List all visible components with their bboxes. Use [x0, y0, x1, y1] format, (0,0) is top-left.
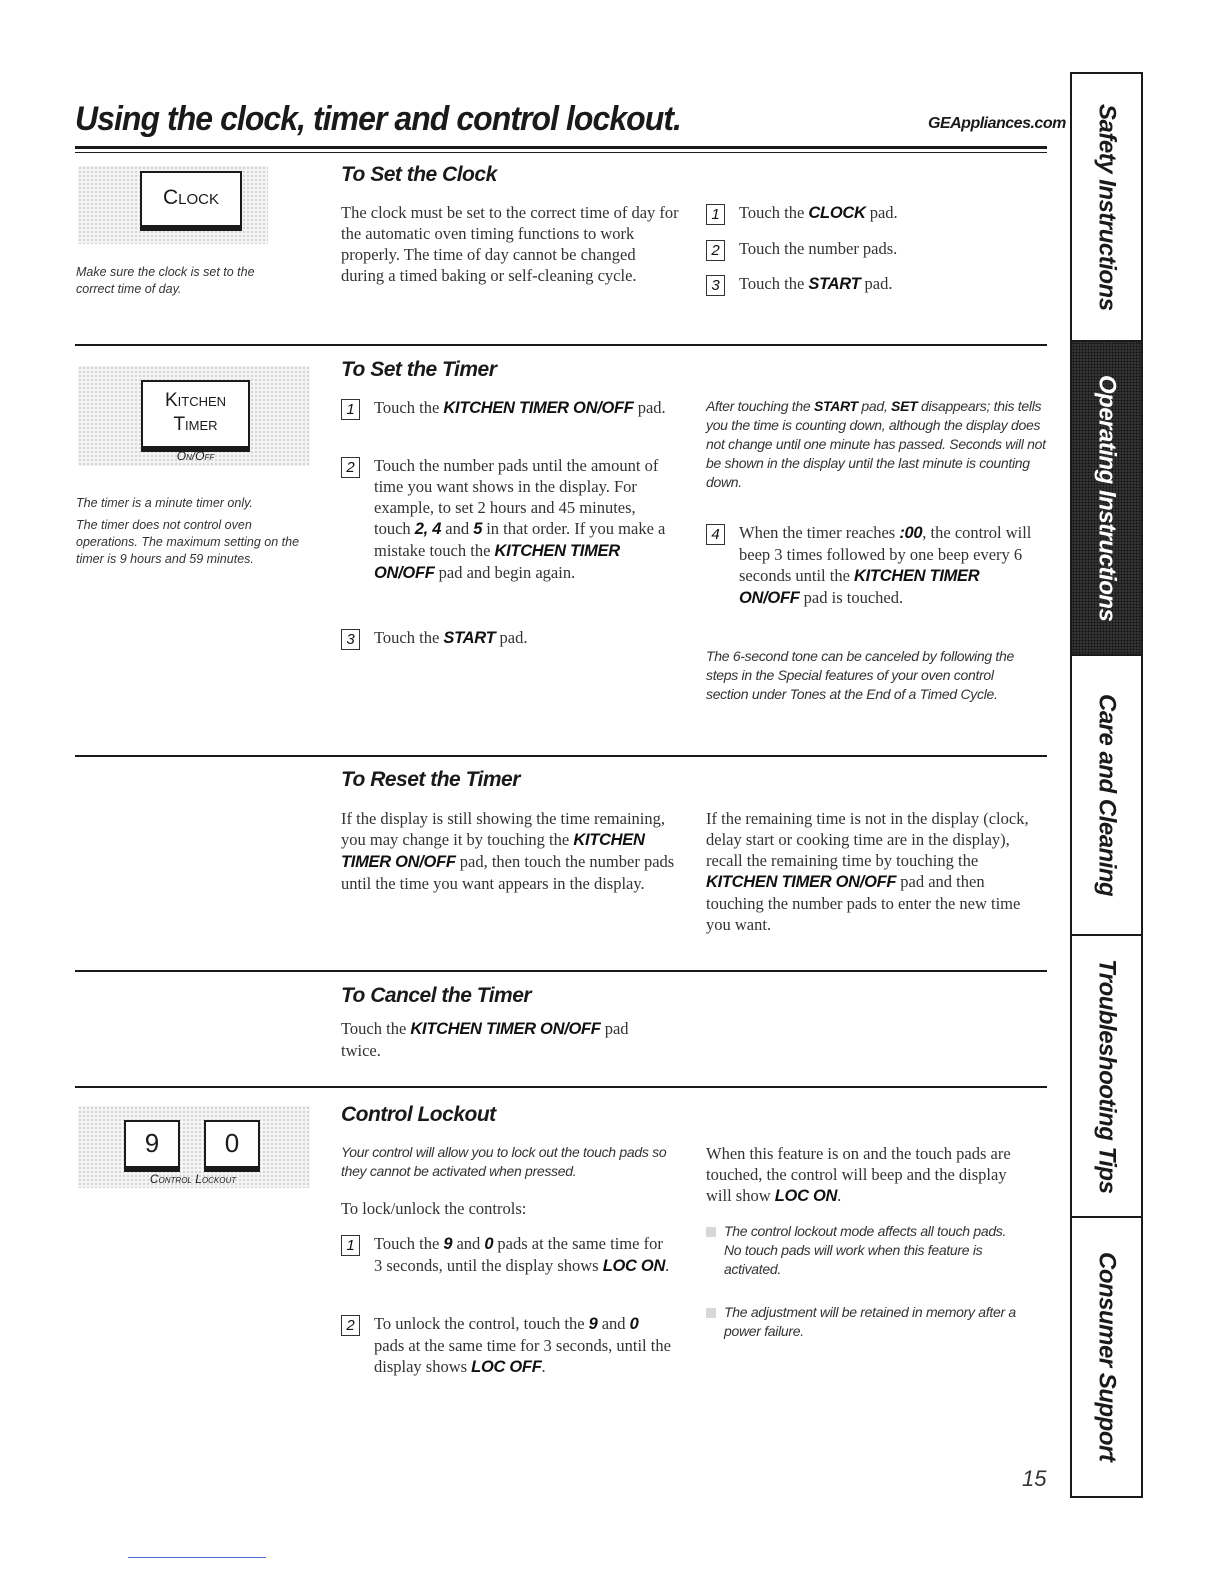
tab-operating-instructions[interactable]: Operating Instructions [1072, 342, 1141, 656]
lockout-bullet-1: The control lockout mode affects all touch pads. No touch pads will work when this feature is activated. [706, 1222, 1026, 1279]
lockout-right-body: When this feature is on and the touch pads are touched, the control will beep and the display will show LOC ON. [706, 1144, 1011, 1205]
timer-caption-1: The timer is a minute timer only. [76, 496, 253, 510]
tone-cancel-note: The 6-second tone can be canceled by following the steps in the Special features of your oven control section under Tones at the End of a Timed Cycle. [706, 648, 1014, 702]
clock-caption: Make sure the clock is set to the correct time of day. [76, 265, 255, 296]
step-number: 3 [341, 629, 360, 650]
lockout-intro-note: Your control will allow you to lock out the touch pads so they cannot be activated when pressed. [341, 1144, 667, 1179]
zero-pad-label: 0 [224, 1128, 240, 1158]
timer-pad-line2: Timer [173, 414, 218, 435]
timer-pad-illustration [78, 366, 310, 466]
set-timer-step-1: 1 Touch the KITCHEN TIMER ON/OFF pad. [341, 397, 671, 420]
tab-troubleshooting-tips[interactable]: Troubleshooting Tips [1072, 936, 1141, 1218]
bullet-icon [706, 1308, 716, 1318]
timer-countdown-note: After touching the START pad, SET disappears; this tells you the time is counting down, although the display does not change until one minute has passed. Seconds will not be shown in the display until the last minute is counting down. [706, 398, 1046, 490]
cancel-timer-body: Touch the KITCHEN TIMER ON/OFF pad twice. [341, 1019, 629, 1060]
section-rule [75, 344, 1047, 346]
lockout-step-1: 1 Touch the 9 and 0 pads at the same time for 3 seconds, until the display shows LOC ON. [341, 1233, 671, 1277]
reset-timer-col1: If the display is still showing the time remaining, you may change it by touching the KITCHEN TIMER ON/OFF pad, then touch the number pads until the time you want appears in the display. [341, 809, 675, 893]
reset-timer-heading: To Reset the Timer [341, 768, 520, 791]
step-number: 2 [706, 240, 725, 261]
section-rule [75, 1086, 1047, 1088]
set-timer-step-4: 4 When the timer reaches :00, the control will beep 3 times followed by one beep every 6 seconds until the KITCHEN TIMER ON/OFF pad is touched. [706, 522, 1036, 609]
cancel-timer-heading: To Cancel the Timer [341, 984, 532, 1007]
set-timer-step-3: 3 Touch the START pad. [341, 627, 671, 650]
step-number: 4 [706, 524, 725, 545]
nine-pad [124, 1120, 180, 1172]
step-number: 2 [341, 457, 360, 478]
website-link[interactable]: GEAppliances.com [928, 115, 1066, 132]
tab-consumer-support[interactable]: Consumer Support [1093, 1252, 1121, 1462]
page-number: 15 [1022, 1466, 1047, 1491]
clock-keyword: CLOCK [808, 204, 866, 222]
step-number: 2 [341, 1315, 360, 1336]
step-number: 3 [706, 275, 725, 296]
timer-pad-line1: Kitchen [164, 390, 227, 411]
timer-pad-sublabel: On/Off [176, 449, 215, 463]
lockout-pad-illustration [78, 1106, 310, 1188]
footer-link-underline [128, 1557, 266, 1558]
zero-pad [204, 1120, 260, 1172]
set-clock-step-3: 3 Touch the START pad. [706, 273, 1036, 296]
lockout-step-2: 2 To unlock the control, touch the 9 and 0 pads at the same time for 3 seconds, until the display shows LOC OFF. [341, 1313, 671, 1378]
start-keyword: START [808, 275, 861, 293]
tab-safety-instructions[interactable]: Safety Instructions [1072, 74, 1141, 342]
lockout-bullet-2: The adjustment will be retained in memory after a power failure. [706, 1303, 1026, 1341]
set-clock-heading: To Set the Clock [341, 163, 497, 186]
header-rule [75, 146, 1047, 149]
timer-caption-2: The timer does not control oven operations. The maximum setting on the timer is 9 hours and 59 minutes. [76, 518, 300, 566]
section-rule [75, 755, 1047, 757]
section-rule [75, 970, 1047, 972]
set-timer-step-2: 2 Touch the number pads until the amount of time you want shows in the display. For example, to set 2 hours and 45 minutes, touch 2, 4 and 5 in that order. If you make a mistake touch the KITCHEN TIMER ON/OFF pad and begin again. [341, 455, 671, 584]
step-number: 1 [341, 1235, 360, 1256]
section-tabs [1070, 72, 1143, 1498]
set-timer-heading: To Set the Timer [341, 358, 497, 381]
tab-care-and-cleaning[interactable]: Care and Cleaning [1072, 656, 1141, 936]
lockout-lead: To lock/unlock the controls: [341, 1199, 527, 1218]
reset-timer-col2: If the remaining time is not in the display (clock, delay start or cooking time are in the display), recall the remaining time by touching the KITCHEN TIMER ON/OFF pad and then touching the number pads to enter the new time you want. [706, 809, 1029, 934]
set-clock-body: The clock must be set to the correct time of day for the automatic oven timing functions to work properly. The time of day cannot be changed during a timed baking or self-cleaning cycle. [341, 203, 679, 285]
step-number: 1 [706, 204, 725, 225]
nine-pad-label: 9 [144, 1128, 160, 1158]
step-number: 1 [341, 399, 360, 420]
set-clock-step-1: 1 Touch the CLOCK pad. [706, 202, 1036, 225]
set-clock-step-2: 2 Touch the number pads. [706, 238, 1036, 261]
kitchen-timer-pad [141, 380, 250, 452]
clock-pad-illustration [78, 166, 268, 244]
bullet-icon [706, 1227, 716, 1237]
page-title: Using the clock, timer and control lockout. [75, 100, 681, 138]
clock-pad-label: Clock [162, 186, 219, 209]
clock-pad [140, 171, 242, 231]
control-lockout-heading: Control Lockout [341, 1103, 496, 1126]
lockout-pad-sublabel: Control Lockout [149, 1172, 237, 1186]
